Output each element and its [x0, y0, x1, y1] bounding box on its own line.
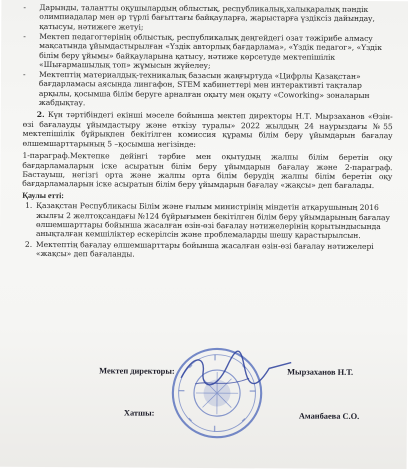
director-signature-icon	[175, 348, 295, 409]
goal-item: - Дарынды, талантты оқушылардың облыстық, республикалық,халықаралық пәндік олимпиадалар мен әр түрлі бағыттағы байқауларға, жарыстарға үздіксіз дайындау, қатысуы, нәтижеге жетуі;	[23, 3, 393, 33]
resolutions-list	[22, 201, 392, 261]
goal-item: - Мектептің материалдық-техникалық базасын жаңғыртуда «Цифрлы Қазақстан» бағдарламасы аясында лингафон, STEM кабинеттері мен интерактивті тақталар арқылы, қосымша білім беруге арналған оқыту мен оқыту «Coworking» зоналарын жабдықтау.	[23, 70, 393, 110]
goal-text: Мектеп педагогтерінің облыстық, республикалық деңгейдегі озат тәжірибе алмасу мақсатында ұйымдастырылған «Үздік авторлық бағдарлама», «Үздік педагог», «Үздік білім беру ұйымы» байқауларына қатысу, нәтиже көрсетуде мектепішілік «Шығармашылық топ» жұмысын жүйелеу;	[39, 32, 382, 70]
resolution-text: Қазақстан Республикасы Білім және ғылым министрінің міндетін атқарушының 2016 жылғы 2 желтоқсандағы №124 бұйрығымен бекітілген білім беру ұйымдарының бағалау өлшемшарттары бойынша жасалған өзін-өзі бағалау нәтижелерінің қорытындысында анықталған кемшіліктер ескерілсін және проблемаларды шешу қарастырылсын.	[36, 201, 390, 240]
secretary-name: Аманбаева С.О.	[299, 412, 359, 421]
goal-text: Дарынды, талантты оқушылардың облыстық, республикалық,халықаралық пәндік олимпиадалар мен әр түрлі бағыттағы байқауларға, жарыстарға үздіксіз дайындау, қатысуы, нәтижеге жетуі;	[39, 3, 375, 31]
second-agenda-paragraph	[23, 110, 393, 150]
goal-item: - Мектеп педагогтерінің облыстық, республикалық деңгейдегі озат тәжірибе алмасу мақсатында ұйымдастырылған «Үздік авторлық бағдарлама», «Үздік педагог», «Үздік білім беру ұйымы» байқауларына қатысу, нәтиже көрсетуде мектепішілік «Шығармашылық топ» жұмысын жүйелеу;	[23, 32, 393, 72]
resolution-item	[22, 201, 392, 241]
director-title: Мектеп директоры:	[99, 366, 175, 375]
resolution-number: 2.	[25, 240, 32, 249]
resolved-heading: Қаулы етті:	[22, 191, 392, 203]
paragraph-text: Күн тәртібіндегі екінші мәселе бойынша мектеп директоры Н.Т. Мырзаханов «Өзін-өзі бағалауды ұйымдастыру және өткізу туралы» 2022 жылдың 24 наурыздағы №55 мектепішілік бұйрықпен бекітілген комиссия құрамы білім беру ұйымдарын бағалау өлшемшарттарының 5 –қосымша негізінде:	[23, 111, 393, 149]
resolution-text: Мектептің бағалау өлшемшарттары бойынша жасалған өзін-өзі бағалау нәтижелері «жақсы» деп бағаланды.	[36, 240, 374, 259]
resolution-item	[22, 240, 392, 261]
paragraphs-evaluation: 1-параграф.Мектепке дейінгі тәрбие мен оқытудың жалпы білім беретін оқу бағдарламаларын іске асыратын білім беру ұйымдарын бағалау және 2-параграф. Бастауыш, негізгі орта және жалпы орта білім берудің жалпы білім беретін оқу бағдарламаларын іске асыратын білім беру ұйымдарын бағалау «жақсы» деп бағалады.	[22, 151, 392, 191]
director-name: Мырзаханов Н.Т.	[287, 368, 353, 377]
resolution-number: 1.	[25, 201, 32, 210]
paragraph-number: 2.	[37, 110, 45, 119]
goals-list	[23, 3, 394, 110]
goal-text: Мектептің материалдық-техникалық базасын жаңғыртуда «Цифрлы Қазақстан» бағдарламасы аясында лингафон, STEM кабинеттері мен интерактивті тақталар арқылы, қосымша білім беруге арналған оқыту мен оқыту «Coworking» зоналарын жабдықтау.	[39, 70, 370, 108]
document-body	[22, 3, 394, 261]
secretary-title: Хатшы:	[124, 409, 155, 418]
